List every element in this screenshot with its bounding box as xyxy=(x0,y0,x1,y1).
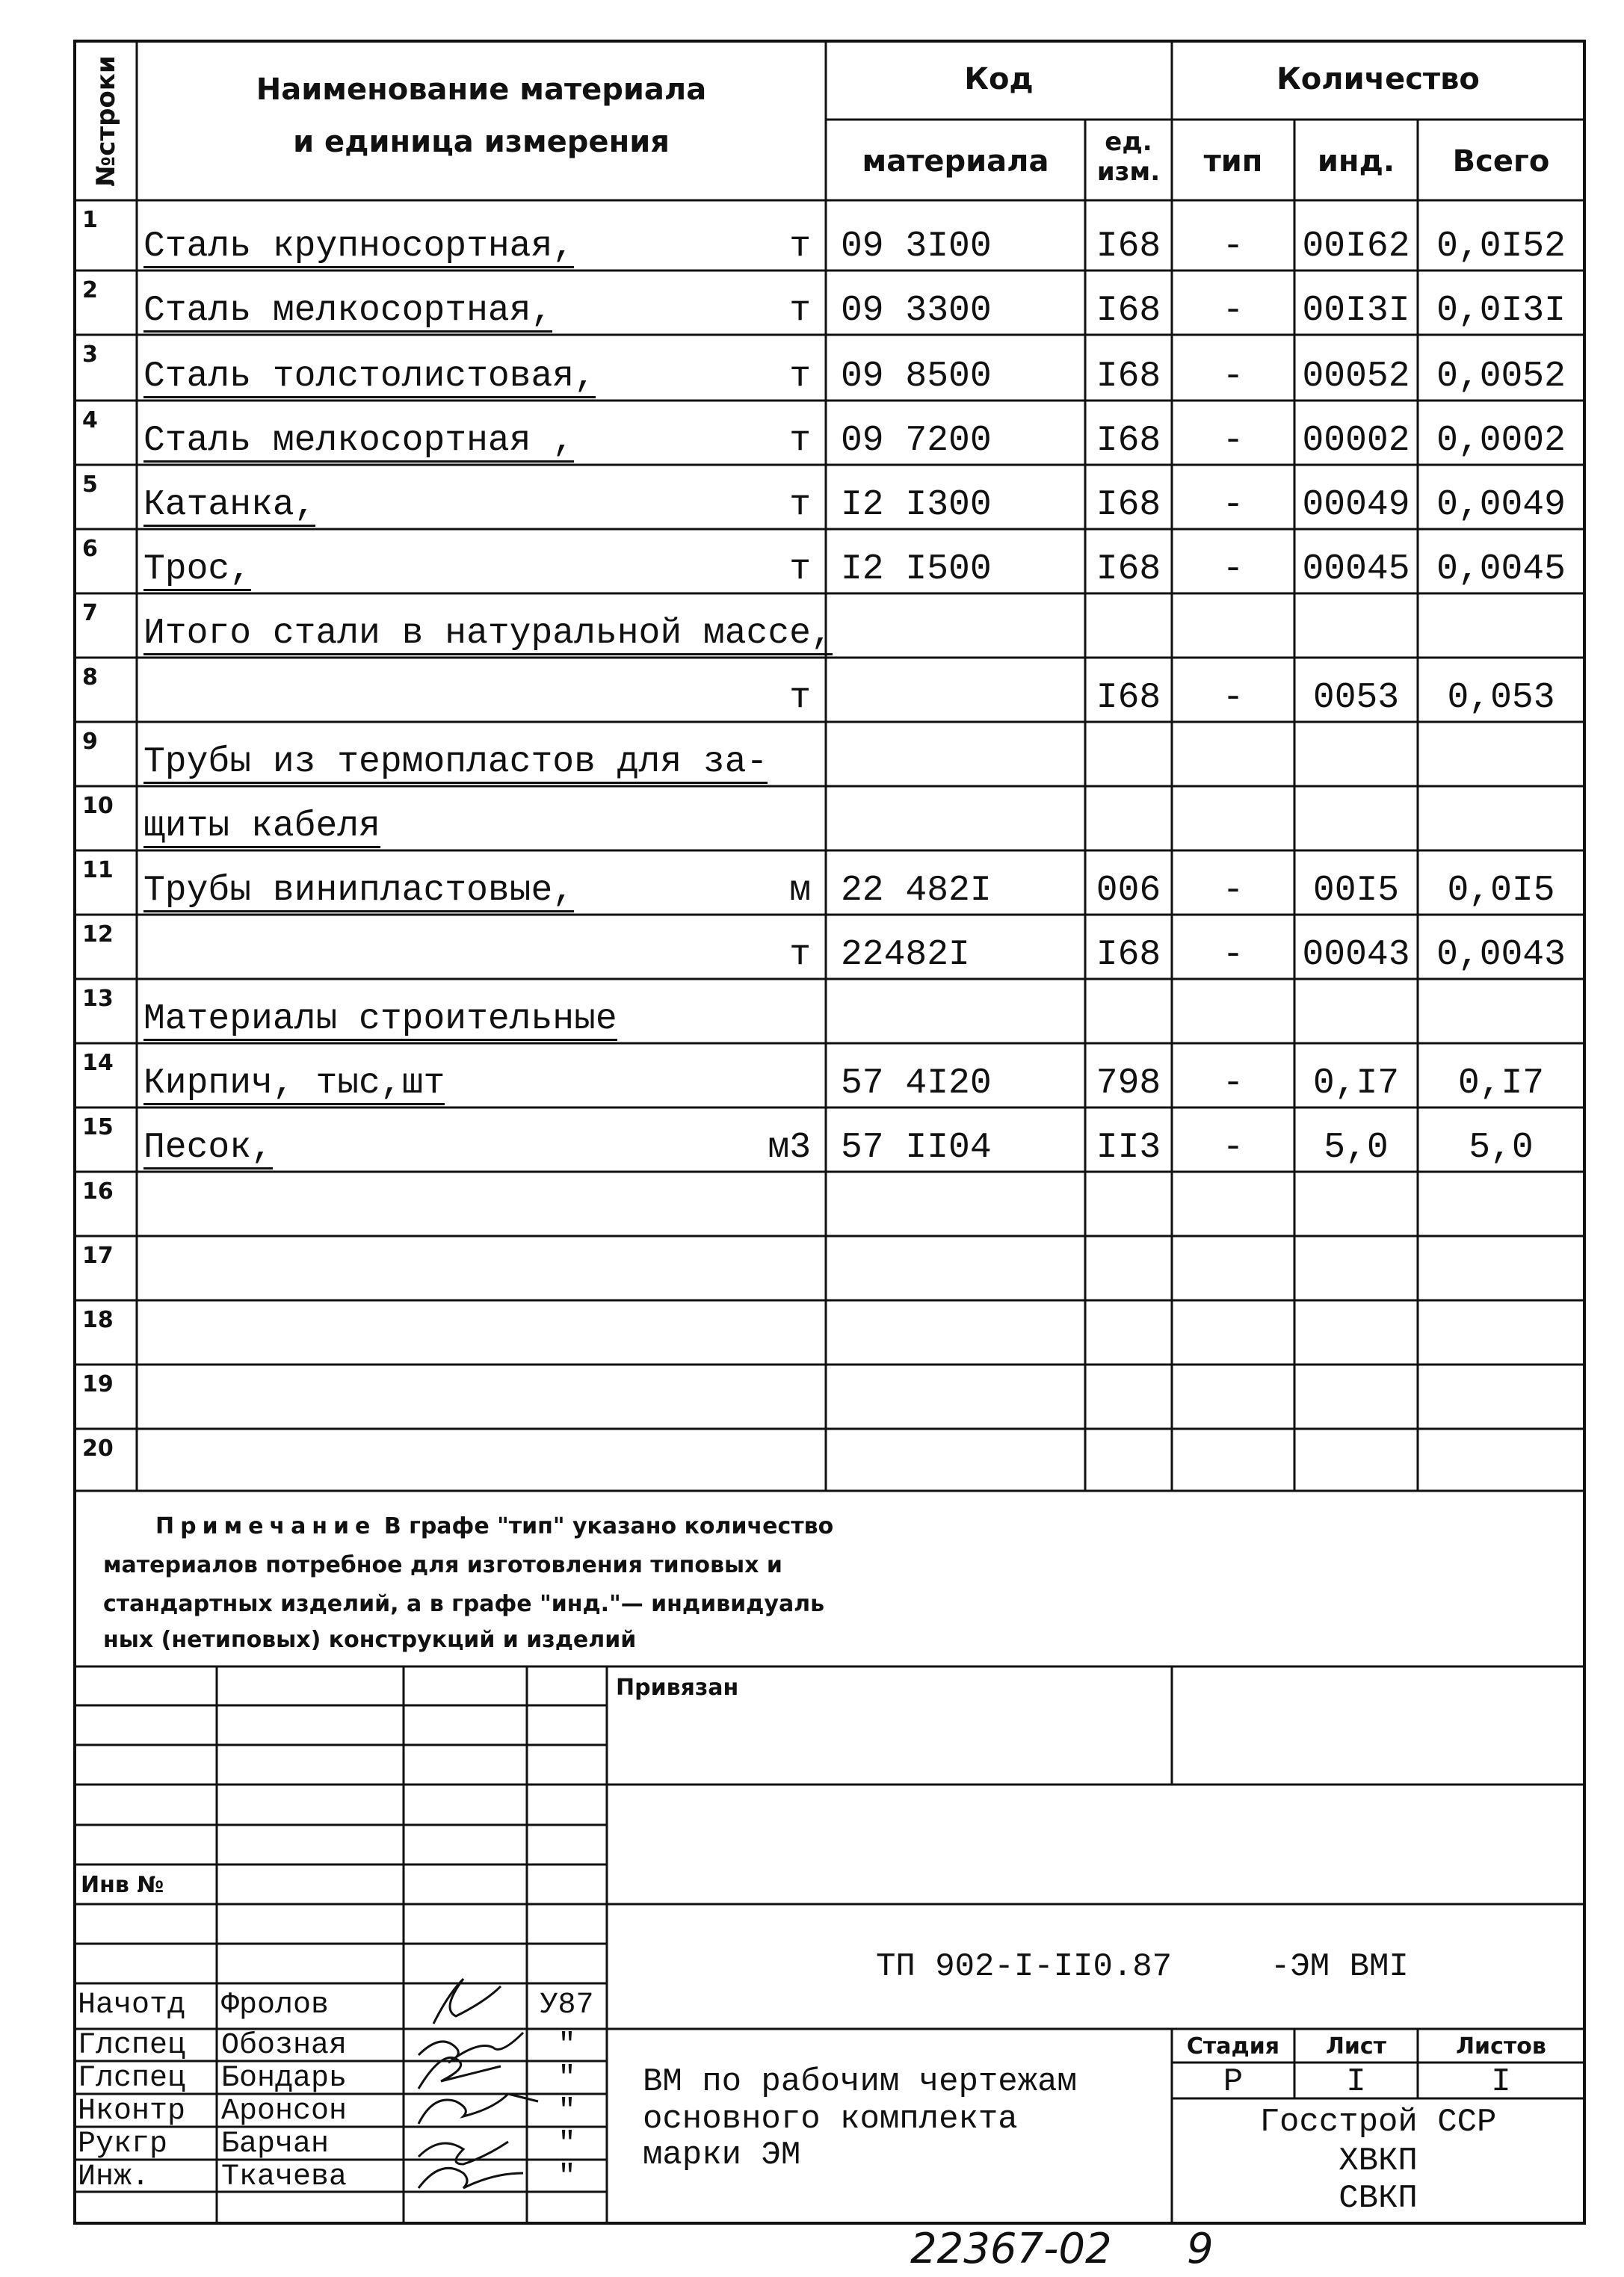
cell-qty-total: 0,0I5 xyxy=(1447,871,1555,911)
cell-code: I2 I500 xyxy=(841,549,992,590)
cell-material-name: Кирпич, тыс,шт xyxy=(143,1063,445,1104)
cell-qty-ind: 5,0 xyxy=(1324,1128,1389,1168)
signer-name: Аронсон xyxy=(221,2095,348,2128)
signer-role: Глспец xyxy=(78,2029,186,2063)
cell-unit: т xyxy=(789,485,811,525)
cell-unit-code: I68 xyxy=(1096,226,1161,267)
note-line3: стандартных изделий, а в графе "инд."— индивидуаль xyxy=(103,1591,825,1617)
cell-code: 57 II04 xyxy=(841,1128,992,1168)
column-header-quantity: Количество xyxy=(1276,62,1480,96)
cell-unit-code: I68 xyxy=(1096,356,1161,397)
cell-unit-code: 006 xyxy=(1096,871,1161,911)
cell-material-name: щиты кабеля xyxy=(143,806,380,847)
cell-qty-total: 0,053 xyxy=(1447,678,1555,718)
cell-qty-ind: 00I5 xyxy=(1312,871,1400,911)
note-line1 xyxy=(155,1513,834,1539)
cell-qty-type: - xyxy=(1222,485,1244,525)
row-number: 3 xyxy=(82,342,98,368)
cell-unit: т xyxy=(789,678,811,718)
cell-material-name: Материалы строительные xyxy=(143,999,617,1039)
signer-date: У87 xyxy=(540,1989,594,2022)
cell-qty-ind: 00I62 xyxy=(1302,226,1410,267)
cell-code: 09 7200 xyxy=(841,421,992,461)
column-header-qty-total: Всего xyxy=(1452,144,1550,179)
document-mark: -ЭМ ВМI xyxy=(1271,1948,1409,1986)
cell-qty-type: - xyxy=(1222,935,1244,975)
inventory-number-label: Инв № xyxy=(81,1872,164,1898)
cell-material-name: Песок, xyxy=(143,1128,273,1168)
cell-qty-total: 0,0049 xyxy=(1436,485,1566,525)
cell-qty-type: - xyxy=(1222,356,1244,397)
cell-unit-code: II3 xyxy=(1096,1128,1161,1168)
cell-material-name: Катанка, xyxy=(143,485,316,525)
cell-qty-type: - xyxy=(1222,549,1244,590)
cell-qty-ind: 0,I7 xyxy=(1312,1063,1400,1104)
row-number: 17 xyxy=(82,1243,114,1269)
attached-label: Привязан xyxy=(616,1675,739,1701)
cell-qty-ind: 00043 xyxy=(1302,935,1410,975)
stage-value: Р xyxy=(1223,2063,1244,2101)
signer-date: " xyxy=(558,2128,576,2161)
row-number: 1 xyxy=(82,207,98,233)
row-number: 8 xyxy=(82,664,98,690)
signer-date: " xyxy=(558,2095,576,2128)
cell-code: 57 4I20 xyxy=(841,1063,992,1104)
signer-name: Барчан xyxy=(221,2128,330,2161)
cell-qty-total: 0,I7 xyxy=(1457,1063,1545,1104)
signer-role: Нконтр xyxy=(78,2095,186,2128)
column-header-qty-type: тип xyxy=(1203,144,1263,179)
signer-role: Рукгр xyxy=(78,2128,168,2161)
cell-material-name: Трубы из термопластов для за- xyxy=(143,742,768,782)
cell-qty-total: 0,0I3I xyxy=(1436,291,1566,331)
sheets-label: Листов xyxy=(1456,2033,1546,2060)
cell-qty-total: 0,0043 xyxy=(1436,935,1566,975)
sheet-label: Лист xyxy=(1325,2033,1387,2060)
cell-code: I2 I300 xyxy=(841,485,992,525)
sheet-value: I xyxy=(1346,2063,1366,2101)
cell-material-name: Сталь мелкосортная , xyxy=(143,421,575,461)
cell-code: 22 482I xyxy=(841,871,992,911)
column-header-code-unit: ед. изм. xyxy=(1096,127,1161,187)
row-number: 10 xyxy=(82,793,114,819)
cell-qty-total: 5,0 xyxy=(1469,1128,1534,1168)
organization-line2: ХВКП xyxy=(1339,2142,1418,2180)
cell-qty-ind: 00052 xyxy=(1302,356,1410,397)
row-number: 19 xyxy=(82,1371,114,1397)
signer-date: " xyxy=(558,2160,576,2194)
cell-unit-code: I68 xyxy=(1096,935,1161,975)
cell-unit: м xyxy=(789,871,811,911)
organization-line3: СВКП xyxy=(1339,2180,1418,2217)
cell-qty-type: - xyxy=(1222,291,1244,331)
stage-label: Стадия xyxy=(1186,2033,1280,2060)
cell-qty-type: - xyxy=(1222,226,1244,267)
cell-qty-ind: 00049 xyxy=(1302,485,1410,525)
archive-number: 22367-02 xyxy=(910,2225,1112,2273)
row-number: 9 xyxy=(82,729,98,755)
description-line3: марки ЭМ xyxy=(643,2137,801,2174)
cell-qty-type: - xyxy=(1222,1128,1244,1168)
row-number: 14 xyxy=(82,1050,114,1076)
signer-name: Бондарь xyxy=(221,2062,348,2095)
cell-material-name: Сталь толстолистовая, xyxy=(143,356,596,397)
cell-unit-code: I68 xyxy=(1096,421,1161,461)
signer-name: Обозная xyxy=(221,2029,348,2063)
description-line1: ВМ по рабочим чертежам xyxy=(643,2063,1077,2101)
row-number: 7 xyxy=(82,600,98,626)
row-number: 4 xyxy=(82,407,98,433)
cell-unit: т xyxy=(789,226,811,267)
column-header-code-material: материала xyxy=(862,144,1049,179)
organization-line1: Госстрой ССР xyxy=(1259,2104,1497,2141)
cell-unit: т xyxy=(789,291,811,331)
cell-unit-code: I68 xyxy=(1096,678,1161,718)
signer-name: Фролов xyxy=(221,1989,330,2022)
column-header-row-number: №строки xyxy=(91,55,121,187)
signer-date: " xyxy=(558,2062,576,2095)
cell-qty-total: 0,0052 xyxy=(1436,356,1566,397)
note-line1-text: В графе "тип" указано количество xyxy=(376,1513,834,1539)
cell-material-name: Итого стали в натуральной массе, xyxy=(143,614,833,654)
row-number: 15 xyxy=(82,1114,114,1140)
cell-qty-ind: 0053 xyxy=(1312,678,1400,718)
column-header-name-line2: и единица измерения xyxy=(293,125,670,159)
page-number: 9 xyxy=(1187,2225,1214,2273)
cell-unit: т xyxy=(789,421,811,461)
cell-unit: м3 xyxy=(768,1128,811,1168)
column-header-qty-ind: инд. xyxy=(1317,144,1395,179)
cell-qty-type: - xyxy=(1222,678,1244,718)
cell-unit: т xyxy=(789,549,811,590)
cell-code: 22482I xyxy=(841,935,970,975)
column-header-name-line1: Наименование материала xyxy=(256,72,707,107)
cell-qty-ind: 00045 xyxy=(1302,549,1410,590)
cell-qty-ind: 00002 xyxy=(1302,421,1410,461)
cell-material-name: Сталь мелкосортная, xyxy=(143,291,553,331)
row-number: 18 xyxy=(82,1307,114,1333)
cell-qty-type: - xyxy=(1222,871,1244,911)
signer-role: Инж. xyxy=(78,2160,150,2194)
cell-unit-code: 798 xyxy=(1096,1063,1161,1104)
row-number: 2 xyxy=(82,277,98,303)
cell-code: 09 3I00 xyxy=(841,226,992,267)
cell-unit: т xyxy=(789,935,811,975)
cell-unit-code: I68 xyxy=(1096,291,1161,331)
document-code: ТП 902-I-II0.87 xyxy=(876,1948,1173,1986)
cell-material-name: Трубы винипластовые, xyxy=(143,871,575,911)
cell-qty-total: 0,0I52 xyxy=(1436,226,1566,267)
note-line2: материалов потребное для изготовления типовых и xyxy=(103,1552,782,1578)
column-header-code: Код xyxy=(964,62,1034,96)
sheets-value: I xyxy=(1491,2063,1511,2101)
cell-code: 09 8500 xyxy=(841,356,992,397)
note-line4: ных (нетиповых) конструкций и изделий xyxy=(103,1627,637,1653)
signer-role: Глспец xyxy=(78,2062,186,2095)
cell-unit-code: I68 xyxy=(1096,549,1161,590)
cell-material-name: Трос, xyxy=(143,549,252,590)
row-number: 12 xyxy=(82,921,114,948)
signer-name: Ткачева xyxy=(221,2160,348,2194)
cell-unit-code: I68 xyxy=(1096,485,1161,525)
row-number: 6 xyxy=(82,536,98,562)
cell-qty-type: - xyxy=(1222,1063,1244,1104)
row-number: 5 xyxy=(82,472,98,498)
note-prefix: Примечание xyxy=(155,1513,377,1539)
signer-role: Начотд xyxy=(78,1989,186,2022)
cell-unit: т xyxy=(789,356,811,397)
row-number: 20 xyxy=(82,1436,114,1462)
cell-qty-ind: 00I3I xyxy=(1302,291,1410,331)
row-number: 16 xyxy=(82,1178,114,1205)
cell-qty-total: 0,0002 xyxy=(1436,421,1566,461)
row-number: 13 xyxy=(82,986,114,1012)
cell-material-name: Сталь крупносортная, xyxy=(143,226,575,267)
cell-code: 09 3300 xyxy=(841,291,992,331)
signer-date: " xyxy=(558,2029,576,2063)
cell-qty-type: - xyxy=(1222,421,1244,461)
cell-qty-total: 0,0045 xyxy=(1436,549,1566,590)
description-line2: основного комплекта xyxy=(643,2101,1018,2138)
row-number: 11 xyxy=(82,857,114,883)
